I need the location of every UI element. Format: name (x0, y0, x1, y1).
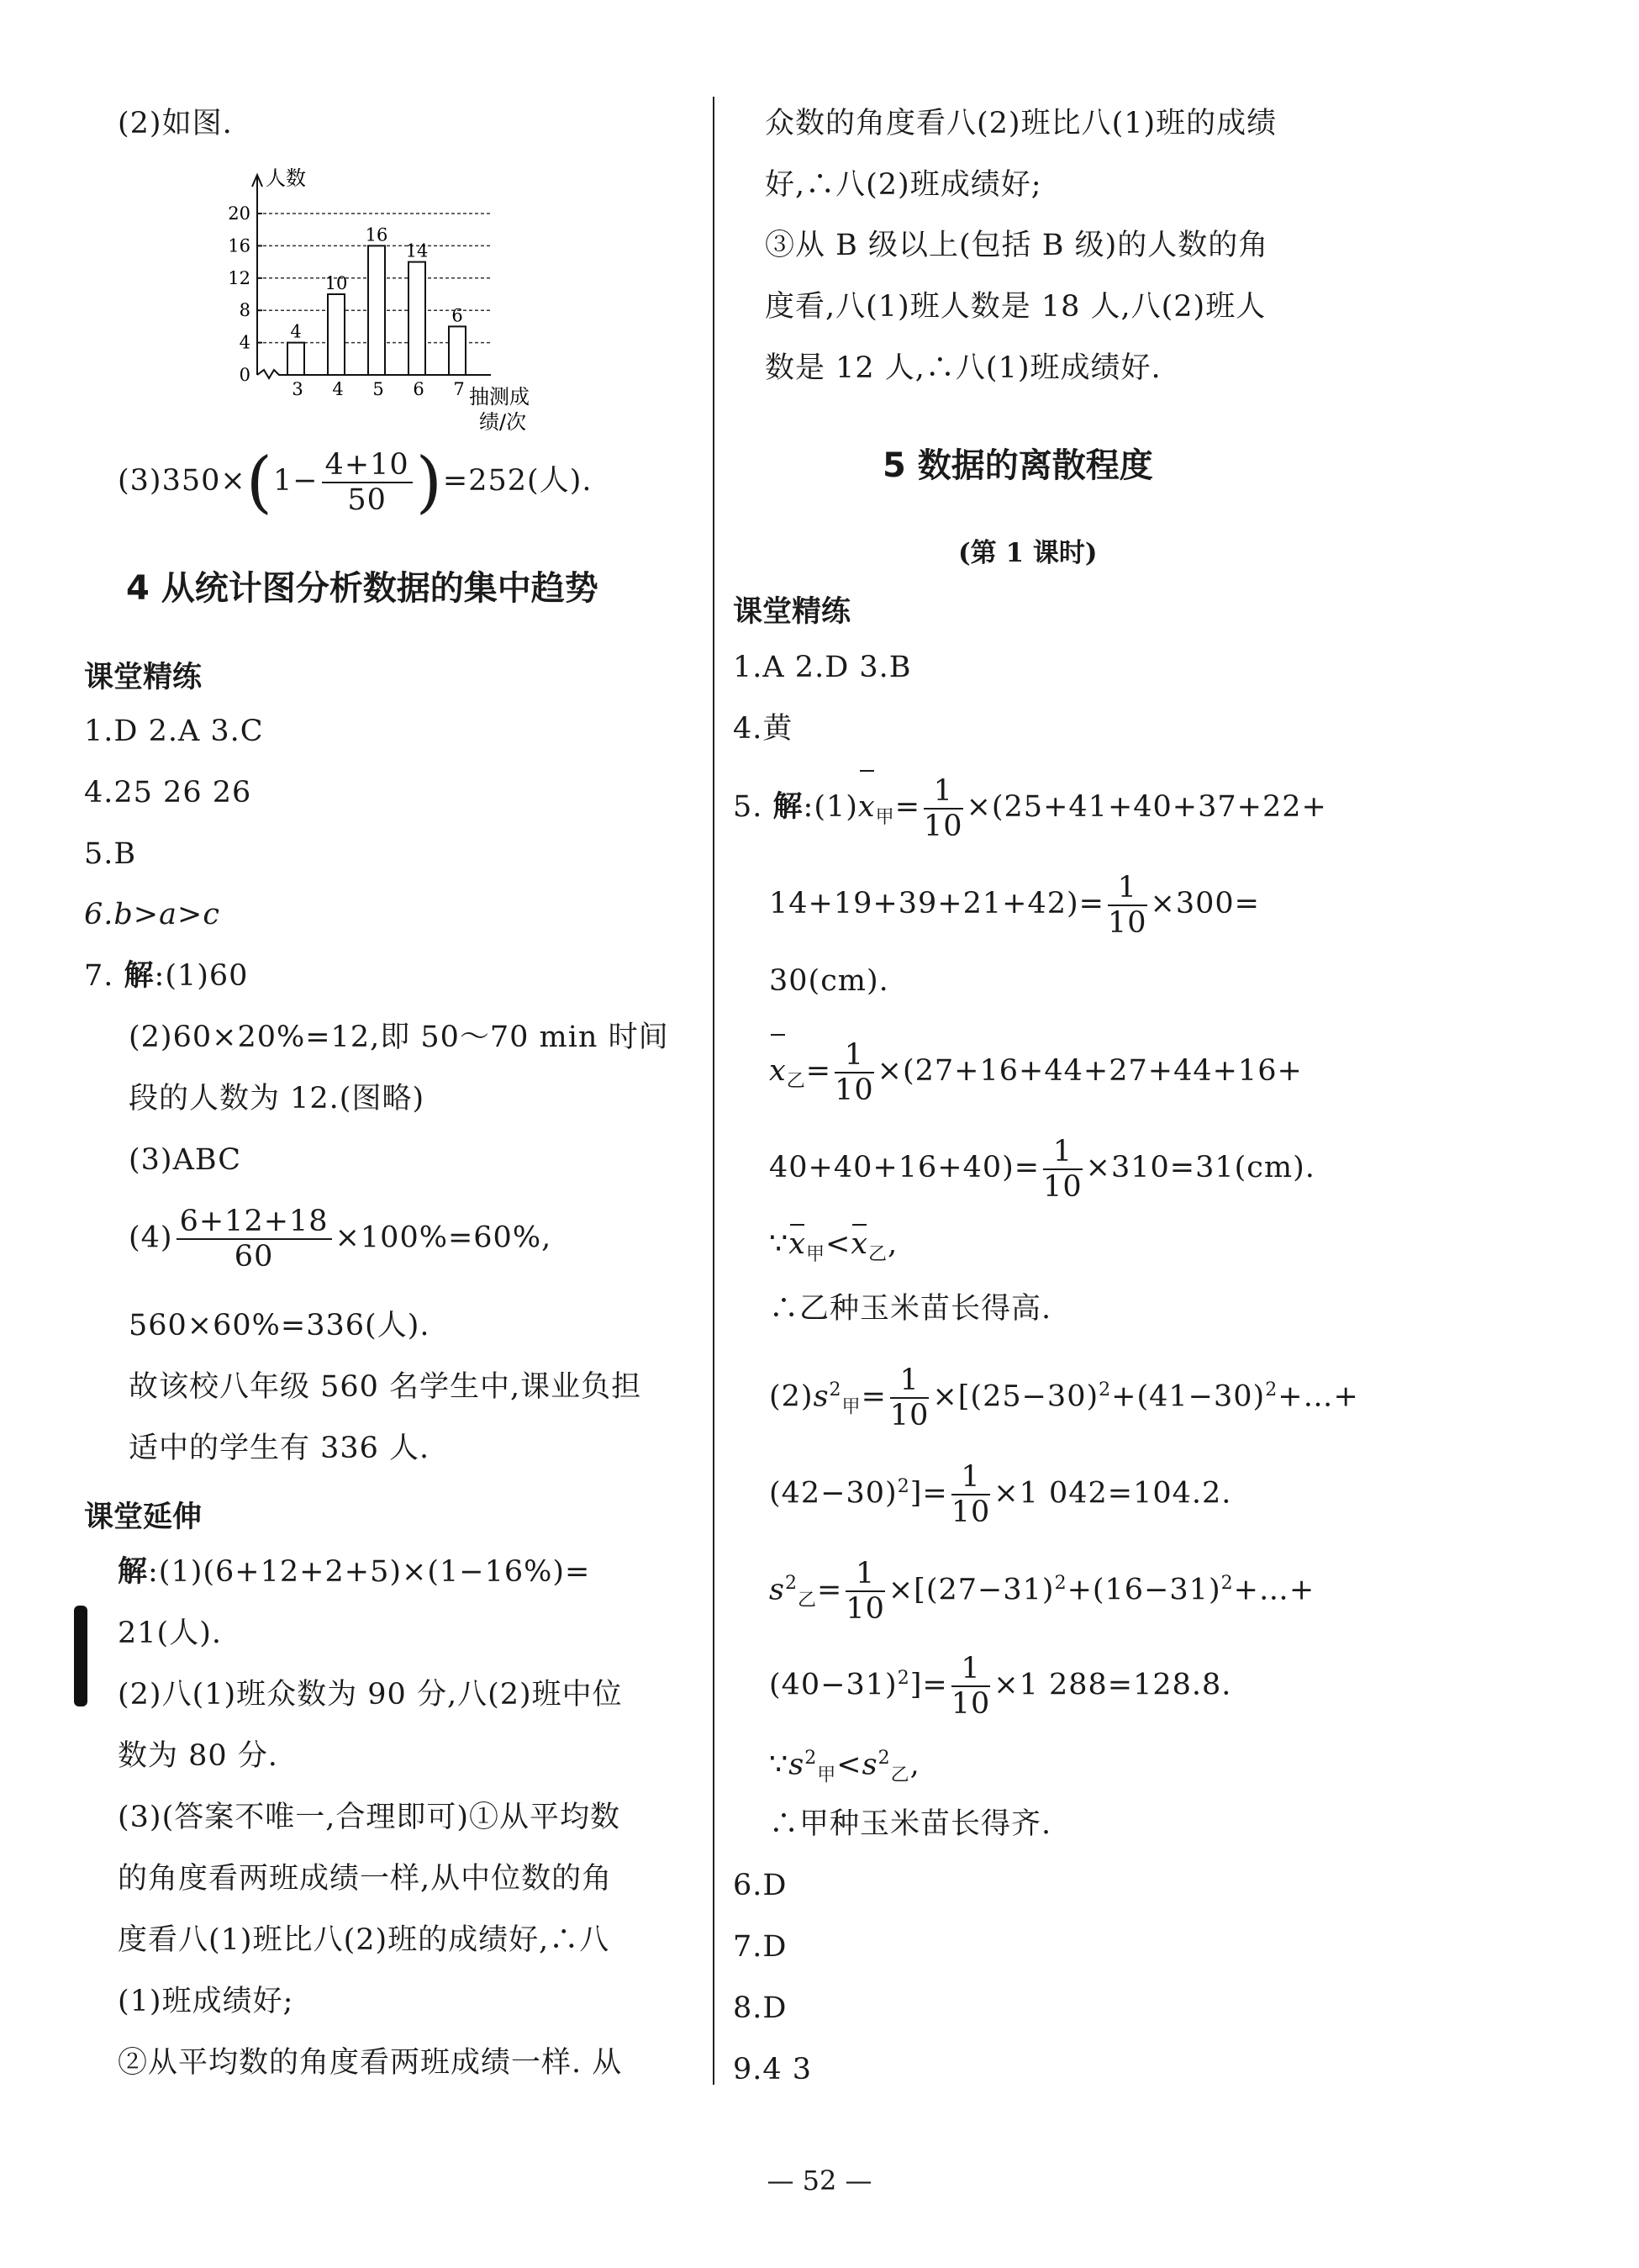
fraction: $\frac{4+10}{50}$ (322, 448, 413, 517)
answer-7-6b: 适中的学生有 336 人. (129, 1432, 430, 1465)
ext-2: (2)八(1)班众数为 90 分,八(2)班中位 (118, 1678, 623, 1712)
bar-7 (449, 326, 466, 375)
lesson-subtitle: (第 1 课时) (958, 538, 1098, 568)
bar-value-label: 14 (405, 240, 429, 261)
r5-line-b: 14+19+39+21+42)= $\frac{1}{10}$ ×300= (769, 870, 1260, 940)
ext-3: (3)(答案不唯一,合理即可)①从平均数 (118, 1801, 621, 1834)
r5-line-h: $(2)s^2_甲=$ $\frac{1}{10}$ $\times[(25-30)^2+(41-30)^2+\dots+$ (769, 1363, 1359, 1433)
r5-line-c: 30(cm). (769, 964, 889, 998)
r5-line-m: ∴甲种玉米苗长得齐. (769, 1807, 1052, 1841)
ext-2b: 数为 80 分. (118, 1739, 278, 1773)
bar-value-label: 10 (324, 273, 348, 293)
y-tick-label: 4 (239, 332, 250, 353)
ext-3c: 度看八(1)班比八(2)班的成绩好,∴八 (118, 1923, 610, 1957)
r-answer-4: 4.黄 (733, 712, 793, 746)
chart-x-label-1: 抽测成 (469, 385, 530, 409)
r5-line-k: $(40-31)^2]=$ $\frac{1}{10}$ ×1 288=128.8. (769, 1652, 1232, 1722)
bar-value-label: 6 (451, 305, 463, 326)
cont-3: ③从 B 级以上(包括 B 级)的人数的角 (765, 229, 1269, 262)
chart-y-label: 人数 (266, 166, 306, 190)
r-answers-1-3: 1.A 2.D 3.B (733, 651, 912, 684)
r5-line-e: 40+40+16+40)= $\frac{1}{10}$ ×310=31(cm). (769, 1134, 1315, 1204)
bar-chart (202, 160, 572, 437)
answer-5: 5.B (84, 837, 137, 871)
bar-value-label: 4 (290, 321, 302, 342)
bar-4 (328, 294, 345, 375)
x-tick-label: 3 (292, 379, 303, 399)
r5-line-f: $\because x_甲<x_乙$, (769, 1227, 899, 1265)
y-tick-label: 12 (228, 267, 250, 288)
ext-3b: 的角度看两班成绩一样,从中位数的角 (118, 1862, 613, 1896)
r5-line-g: ∴乙种玉米苗长得高. (769, 1292, 1052, 1326)
y-tick-label: 0 (239, 365, 250, 385)
r-answer-7: 7.D (733, 1930, 788, 1964)
answer-6: 6.b>a>c (84, 898, 220, 931)
ext-4: ②从平均数的角度看两班成绩一样. 从 (118, 2046, 623, 2080)
ext-1b: 21(人). (118, 1617, 222, 1650)
answer-7-4: (4) $\frac{6+12+18}{60}$ ×100%=60%, (129, 1205, 552, 1274)
y-tick-label: 16 (228, 235, 250, 256)
page-number: — 52 — (767, 2165, 872, 2197)
answer-7-2: (2)60×20%=12,即 50～70 min 时间 (129, 1021, 669, 1054)
chart-x-label-2: 绩/次 (479, 410, 527, 434)
x-tick-label: 7 (453, 379, 465, 399)
bar-3 (287, 343, 304, 375)
column-divider (713, 97, 714, 2085)
x-tick-label: 6 (413, 379, 424, 399)
x-tick-label: 4 (332, 379, 344, 399)
r-answer-9: 9.4 3 (733, 2053, 813, 2086)
cont-1: 众数的角度看八(2)班比八(1)班的成绩 (765, 107, 1278, 140)
r-answer-8: 8.D (733, 1991, 788, 2025)
cont-2: 好,∴八(2)班成绩好; (765, 168, 1042, 202)
bar-5 (368, 245, 385, 375)
section-4-title: 4 从统计图分析数据的集中趋势 (126, 569, 598, 608)
answer-2-label: (2)如图. (118, 107, 233, 140)
heading-classroom-practice-2: 课堂精练 (733, 595, 851, 629)
ext-1: 解:(1)(6+12+2+5)×(1−16%)= (118, 1555, 591, 1589)
r5-line-a: 5. 解$:(1)x_甲=$ $\frac{1}{10}$ ×(25+41+40+37+22+ (733, 772, 1327, 853)
answers-1-3: 1.D 2.A 3.C (84, 715, 264, 748)
chart-bars (287, 224, 466, 375)
bar-value-label: 16 (365, 224, 388, 245)
answer-7-6: 故该校八年级 560 名学生中,课业负担 (129, 1370, 642, 1404)
r5-line-i: $(42-30)^2]=$ $\frac{1}{10}$ ×1 042=104.2. (769, 1460, 1232, 1530)
section-5-title: 5 数据的离散程度 (883, 446, 1153, 485)
r5-line-l: $\because s^2_甲<s^2_乙$, (769, 1748, 920, 1786)
answer-3-line: (3)350×(1− $\frac{4+10}{50}$ )=252(人). (118, 442, 593, 521)
answer-7-5: 560×60%=336(人). (129, 1309, 430, 1342)
heading-classroom-practice: 课堂精练 (84, 661, 203, 694)
bar-6 (408, 262, 425, 375)
y-tick-label: 20 (228, 203, 250, 224)
cont-5: 数是 12 人,∴八(1)班成绩好. (765, 351, 1162, 385)
ext-3d: (1)班成绩好; (118, 1985, 294, 2018)
answer-4: 4.25 26 26 (84, 776, 252, 810)
r5-line-j: $s^2_乙=$ $\frac{1}{10}$ $\times[(27-31)^2+(16-31)^2+\dots+$ (769, 1557, 1315, 1627)
answer-7-3: (3)ABC (129, 1143, 242, 1177)
heading-classroom-extension: 课堂延伸 (84, 1501, 203, 1534)
r-answer-6: 6.D (733, 1869, 788, 1902)
cont-4: 度看,八(1)班人数是 18 人,八(2)班人 (765, 290, 1267, 324)
answer-7-2b: 段的人数为 12.(图略) (129, 1082, 425, 1116)
x-tick-label: 5 (372, 379, 384, 399)
y-tick-label: 8 (239, 300, 250, 321)
answer-7-1: 7. 解:(1)60 (84, 959, 249, 993)
r5-line-d: $x_乙=$ $\frac{1}{10}$ ×(27+16+44+27+44+16+ (769, 1036, 1303, 1117)
ink-mark (74, 1606, 87, 1706)
